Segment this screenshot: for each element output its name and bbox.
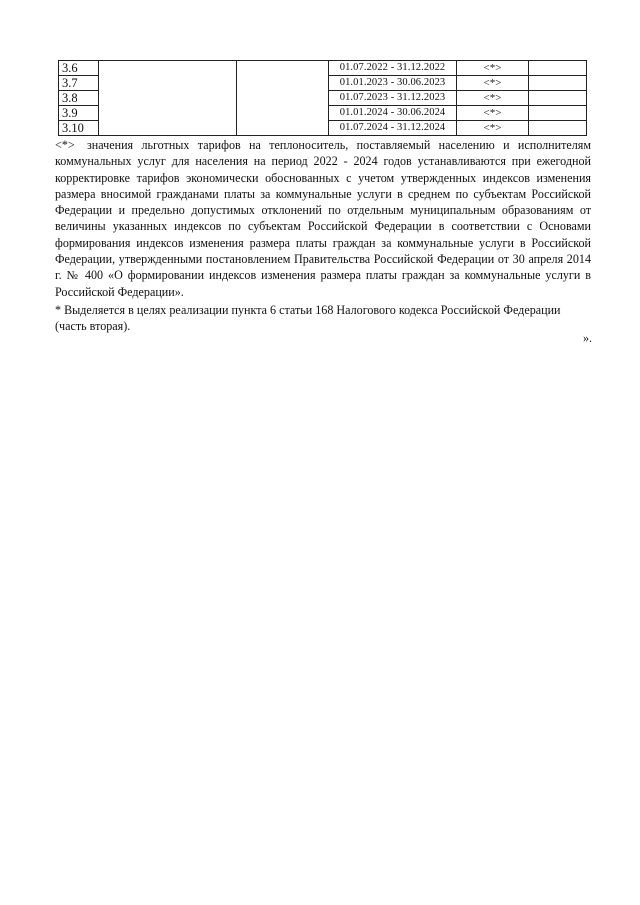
period-cell: 01.07.2024 - 31.12.2024 [329,121,457,136]
row-number: 3.9 [59,106,99,121]
period-cell: 01.07.2023 - 31.12.2023 [329,91,457,106]
empty-cell [529,121,587,136]
period-cell: 01.01.2024 - 30.06.2024 [329,106,457,121]
row-number: 3.7 [59,76,99,91]
tariff-value-cell: <*> [457,121,529,136]
tariff-footnote [55,137,591,300]
row-number: 3.6 [59,61,99,76]
footnote-marker: <*> [55,138,75,152]
footnote-text: значения льготных тарифов на теплоноситель, поставляемый населению и исполнителям коммунальных услуг для населения на период 2022 - 2024 годов устанавливаются при ежегодной корректировке тарифов экономически обоснованных с учетом утвержденных индексов изменения размера вносимой гражданами платы за коммунальные услуги в среднем по субъектам Российской Федерации и предельно допустимых отклонений по отдельным муниципальным образованиям от величины указанных индексов по субъектам Российской Федерации в соответствии с Основами формирования индексов изменения размера платы граждан за коммунальные услуги в Российской Федерации, утвержденными постановлением Правительства Российской Федерации от 30 апреля 2014 г. № 400 «О формировании индексов изменения размера платы граждан за коммунальные услуги в Российской Федерации». [55,138,591,299]
tariff-value-cell: <*> [457,61,529,76]
tariff-value-cell: <*> [457,76,529,91]
period-cell: 01.07.2022 - 31.12.2022 [329,61,457,76]
period-cell: 01.01.2023 - 30.06.2023 [329,76,457,91]
empty-cell [529,61,587,76]
tariff-value-cell: <*> [457,106,529,121]
empty-cell [529,106,587,121]
closing-quote: ». [583,331,593,345]
tax-note: * Выделяется в целях реализации пункта 6 статьи 168 Налогового кодекса Российской Федерации (часть вторая). [55,303,561,334]
row-number: 3.8 [59,91,99,106]
row-number: 3.10 [59,121,99,136]
merged-empty-cell [237,61,329,136]
empty-cell [529,91,587,106]
tariff-value-cell: <*> [457,91,529,106]
merged-empty-cell [99,61,237,136]
empty-cell [529,76,587,91]
tariff-table [58,60,587,136]
table-row [59,61,587,76]
